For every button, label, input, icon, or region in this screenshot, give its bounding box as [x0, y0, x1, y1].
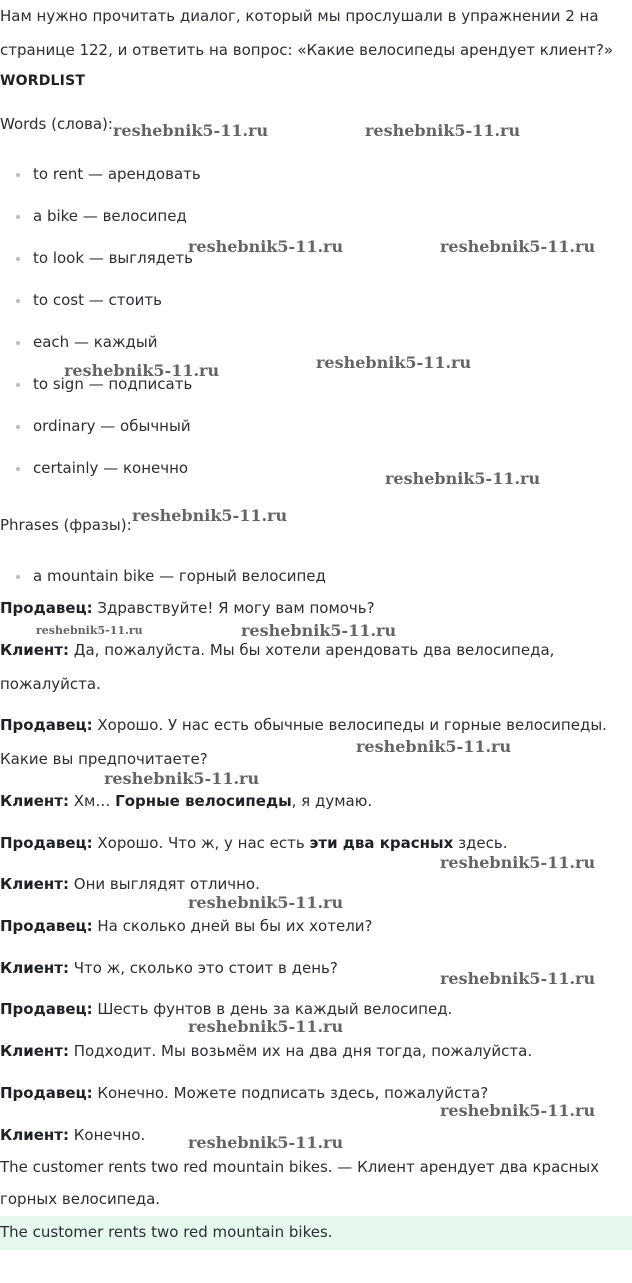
speech-text: Что ж, сколько это стоит в день? — [69, 959, 338, 977]
dialogue-continuation: Какие вы предпочитаете? — [0, 750, 208, 768]
answer-text: The customer rents two red mountain bikes. — [0, 1223, 333, 1241]
bullet-icon — [16, 173, 20, 177]
list-item: ordinary — обычный — [33, 417, 191, 435]
dialogue-line — [0, 792, 372, 810]
speech-text: На сколько дней вы бы их хотели? — [92, 917, 373, 935]
watermark: reshebnik5-11.ru — [36, 624, 143, 637]
dialogue-line — [0, 1042, 532, 1060]
speech-text: Хорошо. Что ж, у нас есть — [92, 834, 310, 852]
speaker-label: Клиент: — [0, 959, 69, 977]
phrases-label: Phrases (фразы): — [0, 516, 132, 534]
watermark: reshebnik5-11.ru — [132, 506, 288, 525]
dialogue-line — [0, 1000, 452, 1018]
speech-text: здесь. — [453, 834, 508, 852]
watermark: reshebnik5-11.ru — [188, 1133, 344, 1152]
dialogue-line — [0, 1126, 145, 1144]
speech-text: , я думаю. — [291, 792, 373, 810]
wordlist-heading: WORDLIST — [0, 73, 86, 89]
dialogue-line — [0, 1084, 488, 1102]
speech-emphasis: Горные велосипеды — [115, 792, 292, 810]
watermark: reshebnik5-11.ru — [64, 361, 220, 380]
answer-box — [0, 1216, 632, 1250]
conclusion-line-1: The customer rents two red mountain bikes. — Клиент арендует два красных — [0, 1158, 600, 1176]
speech-text: Конечно. Можете подписать здесь, пожалуйста? — [92, 1084, 489, 1102]
dialogue-line — [0, 959, 338, 977]
speech-text: Конечно. — [69, 1126, 146, 1144]
speaker-label: Клиент: — [0, 1126, 69, 1144]
watermark: reshebnik5-11.ru — [440, 1101, 596, 1120]
dialogue-line — [0, 599, 375, 617]
watermark: reshebnik5-11.ru — [188, 237, 344, 256]
speech-text: Шесть фунтов в день за каждый велосипед. — [92, 1000, 453, 1018]
bullet-icon — [16, 425, 20, 429]
list-item: a bike — велосипед — [33, 207, 187, 225]
list-item: a mountain bike — горный велосипед — [33, 567, 326, 585]
watermark: reshebnik5-11.ru — [188, 1017, 344, 1036]
dialogue-line — [0, 641, 554, 659]
dialogue-line — [0, 716, 607, 734]
speaker-label: Клиент: — [0, 1042, 69, 1060]
speech-text: Хорошо. У нас есть обычные велосипеды и горные велосипеды. — [92, 716, 607, 734]
list-item: each — каждый — [33, 333, 158, 351]
bullet-icon — [16, 467, 20, 471]
watermark: reshebnik5-11.ru — [385, 469, 541, 488]
bullet-icon — [16, 575, 20, 579]
conclusion-line-2: горных велосипеда. — [0, 1190, 161, 1208]
speaker-label: Продавец: — [0, 716, 93, 734]
dialogue-line — [0, 834, 508, 852]
list-item: to sign — подписать — [33, 375, 193, 393]
bullet-icon — [16, 215, 20, 219]
speech-text: Здравствуйте! Я могу вам помочь? — [92, 599, 375, 617]
list-item: to cost — стоить — [33, 291, 162, 309]
speech-text: Подходит. Мы возьмём их на два дня тогда, пожалуйста. — [69, 1042, 533, 1060]
bullet-icon — [16, 383, 20, 387]
speech-emphasis: эти два красных — [309, 834, 454, 852]
bullet-icon — [16, 299, 20, 303]
speaker-label: Клиент: — [0, 641, 69, 659]
speech-text: Они выглядят отлично. — [69, 875, 260, 893]
watermark: reshebnik5-11.ru — [241, 621, 397, 640]
intro-line-2: странице 122, и ответить на вопрос: «Какие велосипеды арендует клиент?» — [0, 41, 614, 59]
bullet-icon — [16, 341, 20, 345]
watermark: reshebnik5-11.ru — [365, 121, 521, 140]
watermark: reshebnik5-11.ru — [440, 237, 596, 256]
speaker-label: Клиент: — [0, 875, 69, 893]
list-item: to look — выглядеть — [33, 249, 193, 267]
list-item: to rent — арендовать — [33, 165, 201, 183]
speaker-label: Продавец: — [0, 834, 93, 852]
intro-line-1: Нам нужно прочитать диалог, который мы прослушали в упражнении 2 на — [0, 7, 599, 25]
speech-text: Хм… — [69, 792, 116, 810]
list-item: certainly — конечно — [33, 459, 189, 477]
watermark: reshebnik5-11.ru — [316, 353, 472, 372]
speaker-label: Продавец: — [0, 917, 93, 935]
dialogue-line — [0, 917, 373, 935]
speaker-label: Продавец: — [0, 1084, 93, 1102]
watermark: reshebnik5-11.ru — [440, 969, 596, 988]
speech-text: Да, пожалуйста. Мы бы хотели арендовать два велосипеда, — [69, 641, 555, 659]
speaker-label: Продавец: — [0, 599, 93, 617]
speaker-label: Продавец: — [0, 1000, 93, 1018]
dialogue-continuation: пожалуйста. — [0, 675, 101, 693]
watermark: reshebnik5-11.ru — [188, 893, 344, 912]
dialogue-line — [0, 875, 260, 893]
watermark: reshebnik5-11.ru — [356, 737, 512, 756]
bullet-icon — [16, 257, 20, 261]
watermark: reshebnik5-11.ru — [440, 853, 596, 872]
watermark: reshebnik5-11.ru — [104, 769, 260, 788]
watermark: reshebnik5-11.ru — [113, 121, 269, 140]
speaker-label: Клиент: — [0, 792, 69, 810]
words-label: Words (слова): — [0, 115, 113, 133]
